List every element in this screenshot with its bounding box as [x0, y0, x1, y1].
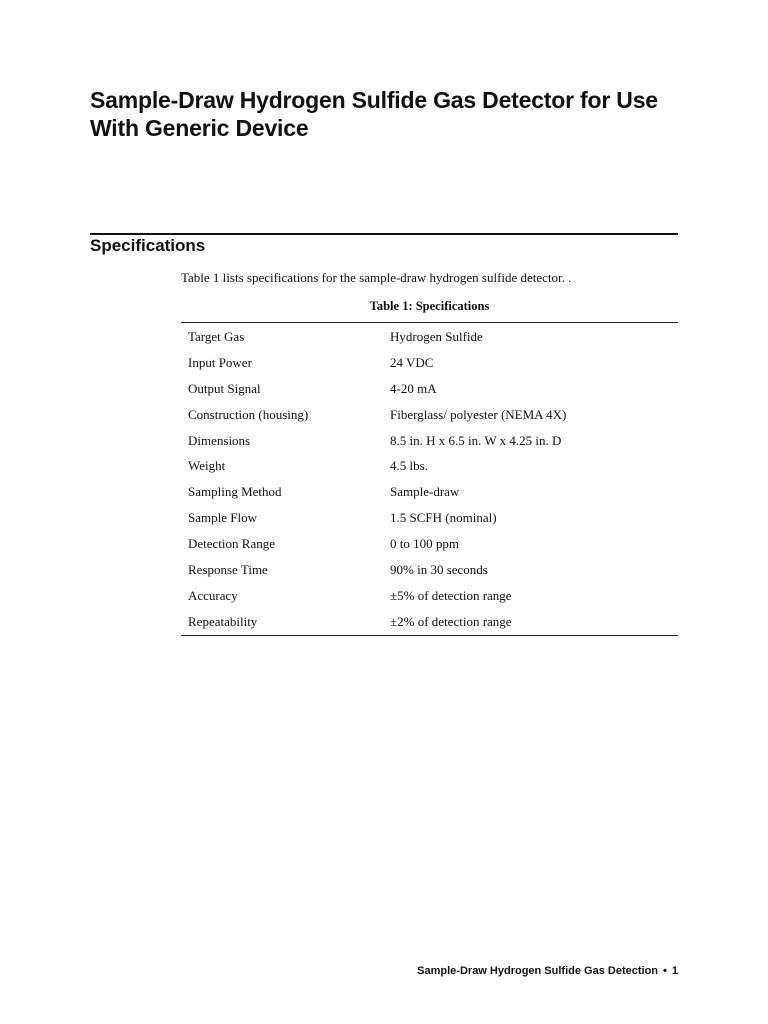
table-row	[181, 350, 678, 376]
footer-separator: •	[663, 965, 667, 977]
spec-value: Fiberglass/ polyester (NEMA 4X)	[390, 406, 567, 422]
page-number: 1	[671, 965, 678, 977]
spec-parameter: Response Time	[188, 561, 268, 577]
spec-value: 90% in 30 seconds	[390, 561, 488, 577]
table-row	[181, 402, 678, 428]
table-row	[181, 531, 678, 557]
specifications-table	[181, 322, 678, 636]
table-row	[181, 376, 678, 402]
document-title	[90, 86, 690, 142]
table-caption: Table 1: Specifications	[369, 299, 490, 313]
footer-text: Sample-Draw Hydrogen Sulfide Gas Detection	[417, 965, 659, 977]
spec-value: 0 to 100 ppm	[390, 536, 459, 552]
spec-parameter: Weight	[188, 458, 226, 474]
section-heading: Specifications	[90, 236, 206, 255]
spec-parameter: Target Gas	[188, 328, 245, 344]
spec-value: Sample-draw	[390, 484, 460, 500]
spec-value: ±5% of detection range	[390, 587, 512, 603]
spec-parameter: Output Signal	[188, 380, 261, 396]
spec-value: ±2% of detection range	[390, 613, 512, 629]
spec-parameter: Sampling Method	[188, 484, 282, 500]
spec-value: 8.5 in. H x 6.5 in. W x 4.25 in. D	[390, 432, 562, 448]
spec-parameter: Sample Flow	[188, 510, 257, 526]
page-footer	[417, 963, 678, 979]
spec-parameter: Repeatability	[188, 613, 258, 629]
spec-parameter: Accuracy	[188, 587, 238, 603]
document-title-line-1: Sample-Draw Hydrogen Sulfide Gas Detector for Use	[90, 87, 658, 113]
spec-value: Hydrogen Sulfide	[390, 328, 483, 344]
spec-parameter: Construction (housing)	[188, 406, 309, 422]
table-row	[181, 428, 678, 454]
spec-value: 24 VDC	[390, 354, 434, 370]
spec-value: 1.5 SCFH (nominal)	[390, 510, 497, 526]
spec-parameter: Dimensions	[188, 432, 251, 448]
document-title-line-2: With Generic Device	[90, 115, 309, 141]
table-row	[181, 479, 678, 505]
table-row	[181, 583, 678, 609]
table-row	[181, 453, 678, 479]
spec-parameter: Detection Range	[188, 536, 275, 552]
section-intro: Table 1 lists specifications for the sample-draw hydrogen sulfide detector. .	[181, 270, 572, 285]
spec-parameter: Input Power	[188, 354, 252, 370]
spec-value: 4.5 lbs.	[390, 458, 428, 474]
table-row	[181, 609, 678, 635]
table-row	[181, 557, 678, 583]
table-row	[181, 323, 678, 350]
spec-value: 4-20 mA	[390, 380, 437, 396]
table-row	[181, 505, 678, 531]
